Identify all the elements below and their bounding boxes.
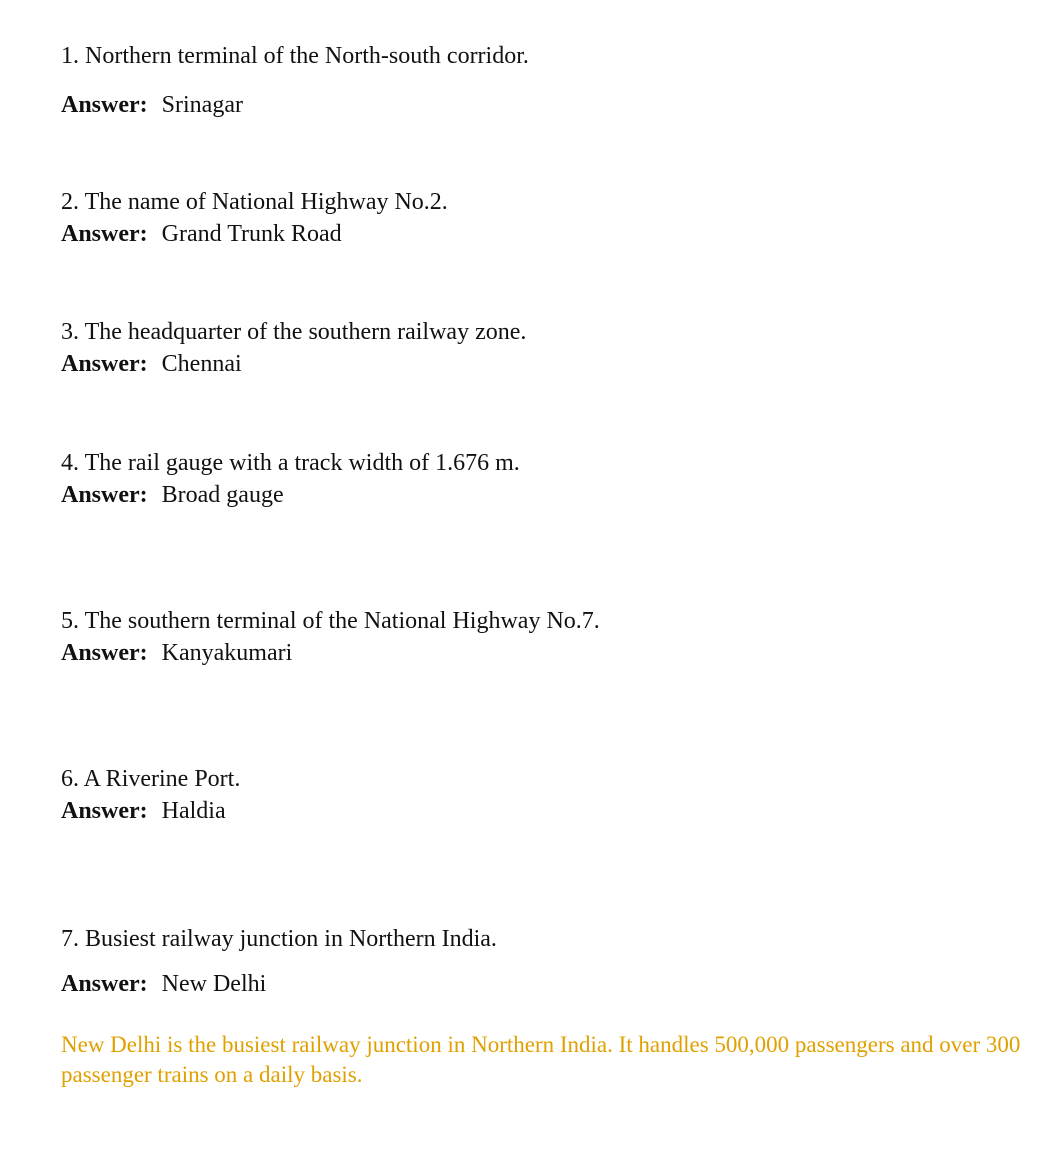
answer-line [61, 970, 1021, 998]
question-text: 2. The name of National Highway No.2. [61, 189, 448, 215]
answer-text: Srinagar [161, 92, 243, 118]
explanation-note: New Delhi is the busiest railway junction in Northern India. It handles 500,000 passengers and over 300 passenger trains on a daily basis. [61, 1032, 1021, 1087]
question-text: 6. A Riverine Port. [61, 766, 241, 792]
answer-line [61, 481, 1021, 509]
answer-label: Answer: [61, 351, 148, 377]
question-text: 4. The rail gauge with a track width of 1.676 m. [61, 450, 520, 476]
answer-line [61, 91, 1021, 119]
question-text: 1. Northern terminal of the North-south corridor. [61, 43, 529, 69]
qa-item-3 [61, 318, 1021, 378]
qa-item-6 [61, 765, 1021, 825]
qa-item-7 [61, 925, 1021, 998]
answer-line [61, 797, 1021, 825]
answer-text: Broad gauge [161, 482, 284, 508]
answer-label: Answer: [61, 798, 148, 824]
question-text: 5. The southern terminal of the National Highway No.7. [61, 608, 600, 634]
answer-text: Haldia [161, 798, 226, 824]
qa-item-5 [61, 607, 1021, 667]
answer-label: Answer: [61, 92, 148, 118]
answer-text: New Delhi [161, 971, 267, 997]
answer-label: Answer: [61, 640, 148, 666]
question-text: 7. Busiest railway junction in Northern India. [61, 926, 497, 952]
qa-item-2 [61, 188, 1021, 248]
answer-text: Chennai [161, 351, 242, 377]
answer-line [61, 639, 1021, 667]
qa-item-1 [61, 42, 1021, 119]
answer-text: Kanyakumari [161, 640, 293, 666]
qa-item-4 [61, 449, 1021, 509]
answer-label: Answer: [61, 221, 148, 247]
answer-label: Answer: [61, 482, 148, 508]
answer-line [61, 350, 1021, 378]
question-text: 3. The headquarter of the southern railway zone. [61, 319, 527, 345]
answer-text: Grand Trunk Road [161, 221, 342, 247]
answer-label: Answer: [61, 971, 148, 997]
answer-line [61, 220, 1021, 248]
